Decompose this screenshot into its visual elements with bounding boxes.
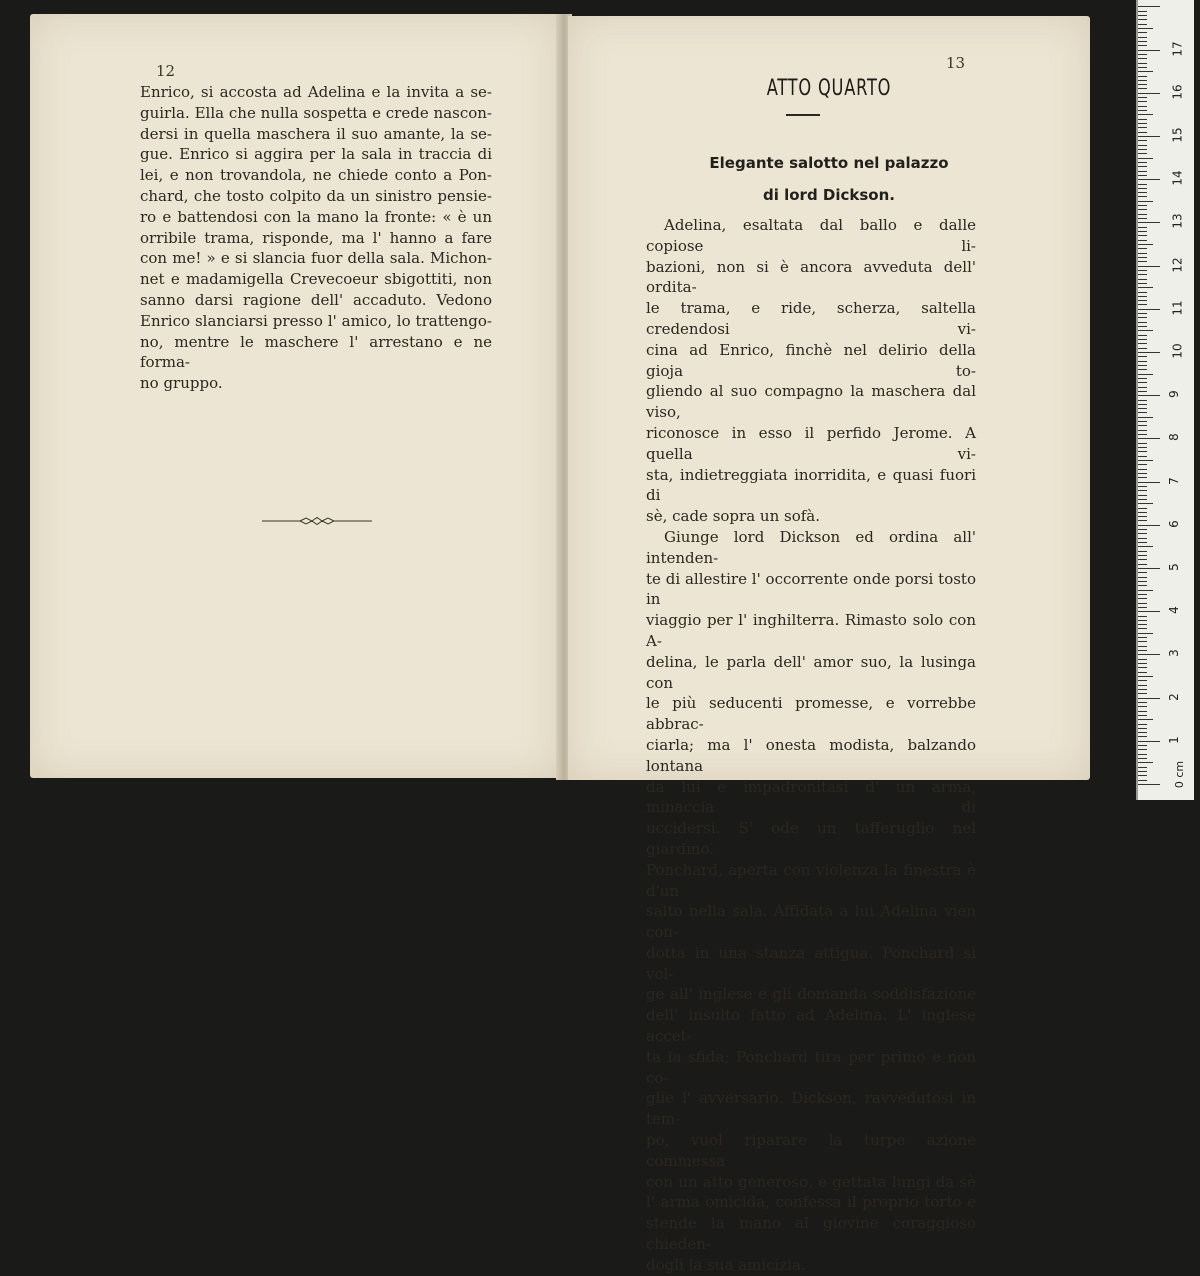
ruler-tick xyxy=(1138,620,1147,621)
ruler-tick xyxy=(1138,257,1147,258)
ruler-number: 8 xyxy=(1166,433,1181,442)
ruler-tick xyxy=(1138,693,1147,694)
ruler-tick xyxy=(1138,270,1147,271)
text-line: Enrico slanciarsi presso l' amico, lo trattengo- xyxy=(140,311,492,330)
ruler-tick xyxy=(1138,745,1147,746)
page-number: 12 xyxy=(156,62,176,80)
text-line: ciarla; ma l' onesta modista, balzando lontana xyxy=(646,735,976,775)
ruler-tick xyxy=(1138,309,1160,310)
ruler-tick xyxy=(1138,408,1147,409)
ruler-tick xyxy=(1138,361,1147,362)
ruler-tick xyxy=(1138,551,1147,552)
ruler-tick xyxy=(1138,123,1147,124)
ruler-tick xyxy=(1138,598,1147,599)
ruler-tick xyxy=(1138,136,1160,137)
text-line: sta, indietreggiata inorridita, e quasi fuori di xyxy=(646,465,976,505)
text-line: gue. Enrico si aggira per la sala in traccia di xyxy=(140,145,492,164)
text-line: te di allestire l' occorrente onde porsi tosto in xyxy=(646,569,976,609)
ruler-tick xyxy=(1138,140,1147,141)
ruler-tick xyxy=(1138,659,1147,660)
ruler-tick xyxy=(1138,378,1147,379)
ruler-tick xyxy=(1138,28,1153,29)
ruler-tick xyxy=(1138,145,1147,146)
ruler-tick xyxy=(1138,253,1147,254)
ruler-number: 10 xyxy=(1170,343,1185,359)
ruler-tick xyxy=(1138,235,1147,236)
ruler-tick xyxy=(1138,32,1147,33)
text-line: Ponchard, aperta con violenza la finestra è d'un xyxy=(646,860,976,900)
ruler-tick xyxy=(1138,430,1147,431)
ruler-tick xyxy=(1138,667,1147,668)
ruler-tick xyxy=(1138,568,1160,569)
ruler-tick xyxy=(1138,304,1147,305)
ruler-tick xyxy=(1138,421,1147,422)
ruler-tick xyxy=(1138,577,1147,578)
ruler-tick xyxy=(1138,11,1147,12)
text-line: viaggio per l' inghilterra. Rimasto solo con A- xyxy=(646,611,976,650)
title-rule xyxy=(786,114,820,116)
text-line: con un atto generoso, e gettata lungi da sè xyxy=(646,1172,976,1191)
ruler-tick xyxy=(1138,482,1160,483)
ruler-tick xyxy=(1138,209,1147,210)
ruler-tick xyxy=(1138,387,1147,388)
ruler-tick xyxy=(1138,326,1147,327)
ruler-tick xyxy=(1138,313,1147,314)
ruler-tick xyxy=(1138,41,1147,42)
ruler-tick xyxy=(1138,287,1153,288)
ruler-tick xyxy=(1138,724,1147,725)
ruler-tick xyxy=(1138,330,1153,331)
ruler-number: 15 xyxy=(1170,127,1185,143)
ruler-tick xyxy=(1138,279,1147,280)
ruler-tick xyxy=(1138,503,1153,504)
ruler-tick xyxy=(1138,741,1160,742)
ruler-tick xyxy=(1138,88,1147,89)
ruler-tick xyxy=(1138,611,1160,612)
paragraph xyxy=(646,215,976,527)
paragraph xyxy=(140,82,492,394)
ruler-tick xyxy=(1138,348,1147,349)
ruler-tick xyxy=(1138,231,1147,232)
ruler-tick xyxy=(1138,179,1160,180)
text-line: po, vuol riparare la turpe azione commessa xyxy=(646,1131,976,1170)
ruler-tick xyxy=(1138,559,1147,560)
text-line: salto nella sala. Affidata a lui Adelina vien con- xyxy=(646,902,976,942)
ruler-tick xyxy=(1138,374,1153,375)
ruler-tick xyxy=(1138,754,1147,755)
ruler-number: 6 xyxy=(1166,519,1181,528)
ruler-tick xyxy=(1138,728,1147,729)
act-title: ATTO QUARTO xyxy=(766,76,892,101)
text-line: sanno darsi ragione dell' accaduto. Vedono xyxy=(140,290,492,309)
ruler-tick xyxy=(1138,767,1147,768)
ruler-number: 1 xyxy=(1166,735,1181,744)
ruler-tick xyxy=(1138,516,1147,517)
ruler-tick xyxy=(1138,719,1153,720)
ruler-tick xyxy=(1138,538,1147,539)
ruler-tick xyxy=(1138,188,1147,189)
text-line: dersi in quella maschera il suo amante, la se- xyxy=(140,124,492,143)
ruler-tick xyxy=(1138,119,1147,120)
text-line: gliendo al suo compagno la maschera dal viso, xyxy=(646,382,976,422)
ornament-divider xyxy=(262,516,372,526)
ruler-tick xyxy=(1138,702,1147,703)
text-line: con me! » e si slancia fuor della sala. Michon- xyxy=(140,249,492,268)
ruler-unit-label: 0 cm xyxy=(1173,760,1187,789)
measurement-ruler xyxy=(1136,0,1194,800)
text-line: riconosce in esso il perfido Jerome. A quella vi- xyxy=(646,423,976,463)
ruler-tick xyxy=(1138,680,1147,681)
ruler-tick xyxy=(1138,451,1147,452)
ruler-tick xyxy=(1138,628,1147,629)
ruler-tick xyxy=(1138,698,1160,699)
left-page-body xyxy=(140,82,492,394)
ruler-tick xyxy=(1138,369,1147,370)
ruler-tick xyxy=(1138,300,1147,301)
ruler-tick xyxy=(1138,214,1147,215)
ruler-tick xyxy=(1138,356,1147,357)
right-page xyxy=(568,16,1090,1274)
ruler-tick xyxy=(1138,616,1147,617)
ruler-tick xyxy=(1138,564,1147,565)
ruler-tick xyxy=(1138,80,1147,81)
ruler-number: 17 xyxy=(1170,40,1185,57)
paragraph xyxy=(646,527,976,1276)
text-line: le più seducenti promesse, e vorrebbe abbrac- xyxy=(646,694,976,734)
ruler-tick xyxy=(1138,520,1147,521)
ruler-tick xyxy=(1138,672,1147,673)
text-line: ta la sfida; Ponchard tira per primo e non co- xyxy=(646,1047,976,1087)
ruler-tick xyxy=(1138,19,1147,20)
text-line: no gruppo. xyxy=(140,374,223,393)
ruler-tick xyxy=(1138,352,1160,353)
ruler-tick xyxy=(1138,473,1147,474)
ruler-tick xyxy=(1138,438,1160,439)
ruler-tick xyxy=(1138,654,1160,655)
ruler-tick xyxy=(1138,404,1147,405)
ruler-tick xyxy=(1138,6,1160,7)
ruler-tick xyxy=(1138,201,1153,202)
ruler-tick xyxy=(1138,50,1160,51)
ruler-tick xyxy=(1138,317,1147,318)
ruler-tick xyxy=(1138,533,1147,534)
ruler-tick xyxy=(1138,266,1160,267)
ruler-tick xyxy=(1138,762,1153,763)
text-line: ge all' inglese e gli domanda soddisfazione xyxy=(646,985,976,1004)
ruler-tick xyxy=(1138,391,1147,392)
ruler-tick xyxy=(1138,97,1147,98)
ruler-tick xyxy=(1138,771,1147,772)
ruler-tick xyxy=(1138,650,1147,651)
ruler-number: 9 xyxy=(1166,390,1181,399)
ruler-tick xyxy=(1138,749,1147,750)
ruler-tick xyxy=(1138,171,1147,172)
ruler-tick xyxy=(1138,274,1147,275)
ruler-tick xyxy=(1138,646,1147,647)
ruler-tick xyxy=(1138,71,1153,72)
ruler-tick xyxy=(1138,784,1160,785)
ruler-tick xyxy=(1138,555,1147,556)
ruler-tick xyxy=(1138,689,1147,690)
ruler-tick xyxy=(1138,477,1147,478)
text-line: stende la mano al giovine coraggioso chieden- xyxy=(646,1214,976,1254)
ruler-number: 14 xyxy=(1170,170,1185,186)
ruler-number: 12 xyxy=(1170,256,1185,273)
text-line: dotta in una stanza attigua. Ponchard si vol- xyxy=(646,943,976,983)
ruler-tick xyxy=(1138,469,1147,470)
ruler-tick xyxy=(1138,512,1147,513)
left-page xyxy=(30,14,560,778)
ruler-tick xyxy=(1138,525,1160,526)
ruler-tick xyxy=(1138,283,1147,284)
text-line: sè, cade sopra un sofà. xyxy=(646,507,820,526)
ruler-tick xyxy=(1138,218,1147,219)
ruler-number: 7 xyxy=(1166,476,1181,485)
text-line: cina ad Enrico, finchè nel delirio della gioja to- xyxy=(646,340,976,380)
ruler-tick xyxy=(1138,322,1147,323)
text-line: le trama, e ride, scherza, saltella credendosi vi- xyxy=(646,299,976,338)
ruler-tick xyxy=(1138,633,1153,634)
text-line: l' arma omicida, confessa il proprio torto e xyxy=(646,1193,976,1212)
text-line: ro e battendosi con la mano la fronte: « è un xyxy=(140,207,492,226)
ruler-tick xyxy=(1138,460,1153,461)
text-line: lei, e non trovandola, ne chiede conto a Pon- xyxy=(140,166,492,185)
text-line: uccidersi. S' ode un tafferuglio nel giardino. xyxy=(646,819,976,858)
ruler-tick xyxy=(1138,84,1147,85)
ruler-tick xyxy=(1138,37,1147,38)
text-line: delina, le parla dell' amor suo, la lusinga con xyxy=(646,652,976,692)
text-line: guirla. Ella che nulla sospetta e crede nascon- xyxy=(140,103,492,122)
ruler-tick xyxy=(1138,780,1147,781)
page-number: 13 xyxy=(946,54,966,72)
ruler-tick xyxy=(1138,335,1147,336)
ruler-tick xyxy=(1138,624,1147,625)
ruler-tick xyxy=(1138,132,1147,133)
ruler-tick xyxy=(1138,434,1147,435)
ruler-tick xyxy=(1138,529,1147,530)
ruler-tick xyxy=(1138,542,1147,543)
ruler-tick xyxy=(1138,581,1147,582)
ruler-tick xyxy=(1138,706,1147,707)
text-line: dogli la sua amicizia. xyxy=(646,1255,806,1274)
ruler-tick xyxy=(1138,192,1147,193)
ruler-tick xyxy=(1138,685,1147,686)
scene-heading-line-1: Elegante salotto nel palazzo xyxy=(709,154,949,172)
ruler-tick xyxy=(1138,456,1147,457)
text-line: Adelina, esaltata dal ballo e dalle copiose li- xyxy=(646,216,976,255)
ruler-tick xyxy=(1138,153,1147,154)
ruler-tick xyxy=(1138,412,1147,413)
ruler-tick xyxy=(1138,663,1147,664)
ruler-number: 4 xyxy=(1166,606,1181,615)
ruler-tick xyxy=(1138,715,1147,716)
ruler-tick xyxy=(1138,149,1147,150)
ruler-tick xyxy=(1138,339,1147,340)
ruler-tick xyxy=(1138,244,1153,245)
scene-heading-line-2: di lord Dickson. xyxy=(763,186,895,204)
ruler-tick xyxy=(1138,447,1147,448)
ruler-tick xyxy=(1138,343,1147,344)
text-line: bazioni, non si è ancora avveduta dell' ordita- xyxy=(646,257,976,297)
ruler-tick xyxy=(1138,400,1147,401)
ruler-tick xyxy=(1138,45,1147,46)
ruler-tick xyxy=(1138,603,1147,604)
ruler-tick xyxy=(1138,54,1147,55)
text-line: dell' insulto fatto ad Adelina. L' inglese accet- xyxy=(646,1006,976,1046)
ruler-tick xyxy=(1138,184,1147,185)
ruler-tick xyxy=(1138,15,1147,16)
ruler-tick xyxy=(1138,261,1147,262)
ruler-tick xyxy=(1138,464,1147,465)
ruler-tick xyxy=(1138,93,1160,94)
ruler-tick xyxy=(1138,758,1147,759)
ruler-tick xyxy=(1138,585,1147,586)
text-line: Enrico, si accosta ad Adelina e la invita a se- xyxy=(140,83,492,101)
ruler-tick xyxy=(1138,292,1147,293)
ruler-number: 16 xyxy=(1170,84,1185,100)
ruler-tick xyxy=(1138,775,1147,776)
ruler-number: 2 xyxy=(1166,692,1181,701)
ruler-tick xyxy=(1138,196,1147,197)
ruler-tick xyxy=(1138,24,1147,25)
ruler-tick xyxy=(1138,110,1147,111)
text-line: chard, che tosto colpito da un sinistro pensie- xyxy=(140,186,492,205)
ruler-tick xyxy=(1138,248,1147,249)
ruler-tick xyxy=(1138,508,1147,509)
ruler-tick xyxy=(1138,395,1160,396)
ruler-tick xyxy=(1138,240,1147,241)
ruler-tick xyxy=(1138,495,1147,496)
ruler-tick xyxy=(1138,425,1147,426)
ruler-tick xyxy=(1138,63,1147,64)
ruler-number: 13 xyxy=(1170,213,1185,230)
ruler-tick xyxy=(1138,114,1153,115)
ruler-tick xyxy=(1138,486,1147,487)
ruler-tick xyxy=(1138,365,1147,366)
ruler-tick xyxy=(1138,101,1147,102)
ruler-tick xyxy=(1138,590,1153,591)
ruler-number: 11 xyxy=(1170,300,1185,316)
ruler-tick xyxy=(1138,205,1147,206)
text-line: Giunge lord Dickson ed ordina all' intenden- xyxy=(646,527,976,567)
ruler-tick xyxy=(1138,58,1147,59)
ruler-tick xyxy=(1138,382,1147,383)
ruler-tick xyxy=(1138,711,1147,712)
ruler-tick xyxy=(1138,443,1147,444)
ruler-tick xyxy=(1138,158,1153,159)
ruler-tick xyxy=(1138,227,1147,228)
ruler-tick xyxy=(1138,641,1147,642)
text-line: orribile trama, risponde, ma l' hanno a fare xyxy=(140,228,492,247)
text-line: glie l' avversario. Dickson, ravvedutosi in tem- xyxy=(646,1089,976,1129)
text-line: net e madamigella Crevecoeur sbigottiti, non xyxy=(140,270,492,289)
ruler-tick xyxy=(1138,166,1147,167)
ruler-tick xyxy=(1138,296,1147,297)
ruler-tick xyxy=(1138,175,1147,176)
ruler-tick xyxy=(1138,499,1147,500)
ruler-tick xyxy=(1138,76,1147,77)
ruler-tick xyxy=(1138,676,1153,677)
ruler-tick xyxy=(1138,732,1147,733)
ruler-tick xyxy=(1138,490,1147,491)
right-page-body xyxy=(646,215,976,1276)
ruler-tick xyxy=(1138,417,1153,418)
ruler-tick xyxy=(1138,736,1147,737)
ruler-tick xyxy=(1138,67,1147,68)
ruler-number: 5 xyxy=(1166,563,1181,571)
ruler-tick xyxy=(1138,572,1147,573)
ruler-number: 3 xyxy=(1166,649,1181,658)
ruler-tick xyxy=(1138,637,1147,638)
text-line: da lui e impadronitasi d' un arma, minaccia di xyxy=(646,777,976,817)
ruler-tick xyxy=(1138,546,1153,547)
ruler-tick xyxy=(1138,222,1160,223)
ruler-tick xyxy=(1138,127,1147,128)
ruler-tick xyxy=(1138,607,1147,608)
text-line: no, mentre le maschere l' arrestano e ne forma- xyxy=(140,332,492,372)
ruler-tick xyxy=(1138,106,1147,107)
ruler-tick xyxy=(1138,594,1147,595)
ruler-tick xyxy=(1138,162,1147,163)
